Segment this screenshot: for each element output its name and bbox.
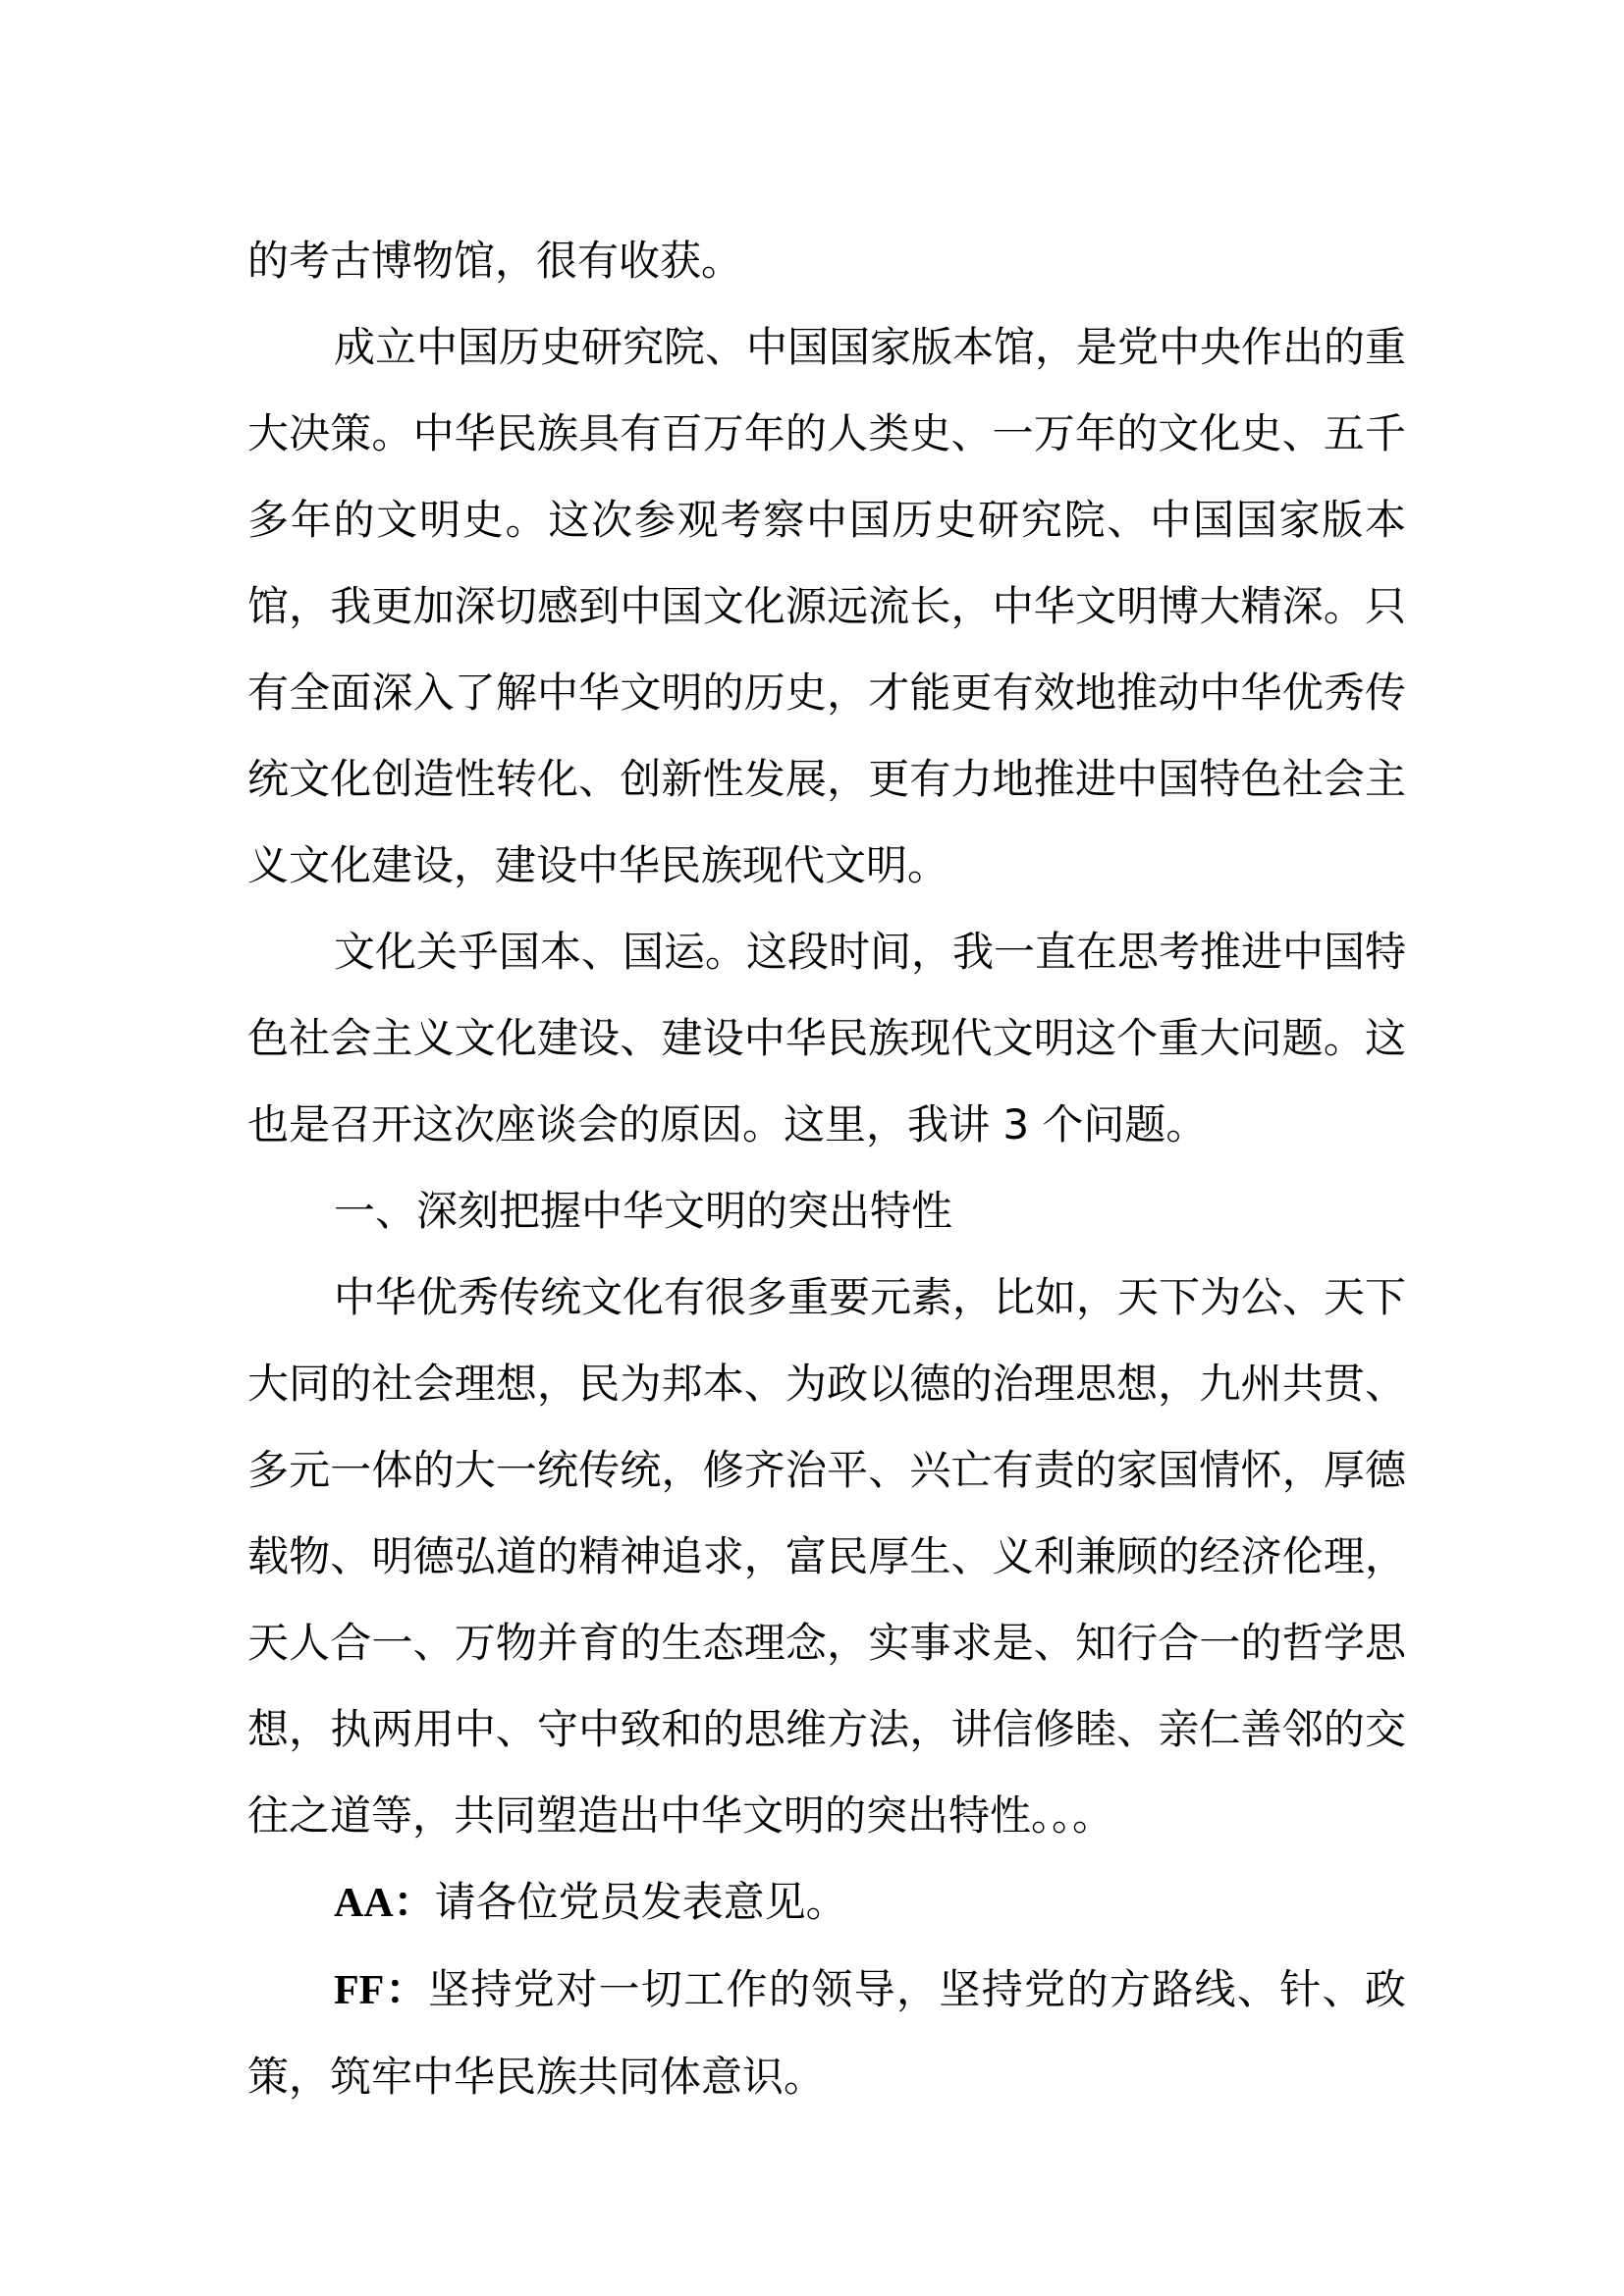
speaker-label-ff: FF： <box>334 1968 429 2013</box>
statement-ff <box>247 1947 1406 2120</box>
paragraph-culture-national-fate: 文化关乎国本、国运。这段时间，我一直在思考推进中国特色社会主义文化建设、建设中华民族现代文明这个重大问题。这也是召开这次座谈会的原因。这里，我讲 3 个问题。 <box>247 928 1407 1148</box>
statement-text-aa: 请各位党员发表意见。 <box>434 1878 847 1926</box>
paragraph-continuation: 的考古博物馆，很有收获。 <box>247 237 743 285</box>
document-body <box>247 218 1406 2120</box>
paragraph-historical-institutions: 成立中国历史研究院、中国国家版本馆，是党中央作出的重大决策。中华民族具有百万年的人类史、一万年的文化史、五千多年的文明史。这次参观考察中国历史研究院、中国国家版本馆，我更加深切感到中国文化源远流长，中华文明博大精深。只有全面深入了解中华文明的历史，才能更有效地推动中华优秀传统文化创造性转化、创新性发展，更有力地推进中国特色社会主义文化建设，建设中华民族现代文明。 <box>247 323 1407 889</box>
statement-text-ff: 坚持党对一切工作的领导，坚持党的方路线、针、政策，筑牢中华民族共同体意识。 <box>247 1965 1406 2101</box>
speaker-label-aa: AA： <box>334 1881 435 1926</box>
statement-aa <box>247 1859 1406 1947</box>
paragraph-traditional-culture-elements: 中华优秀传统文化有很多重要元素，比如，天下为公、天下大同的社会理想，民为邦本、为政以德的治理思想，九州共贯、多元一体的大一统传统，修齐治平、兴亡有责的家国情怀，厚德载物、明德弘道的精神追求，富民厚生、义利兼顾的经济伦理，天人合一、万物并育的生态理念，实事求是、知行合一的哲学思想，执两用中、守中致和的思维方法，讲信修睦、亲仁善邻的交往之道等，共同塑造出中华文明的突出特性。。。 <box>247 1273 1407 1840</box>
section-heading-1: 一、深刻把握中华文明的突出特性 <box>334 1187 953 1235</box>
